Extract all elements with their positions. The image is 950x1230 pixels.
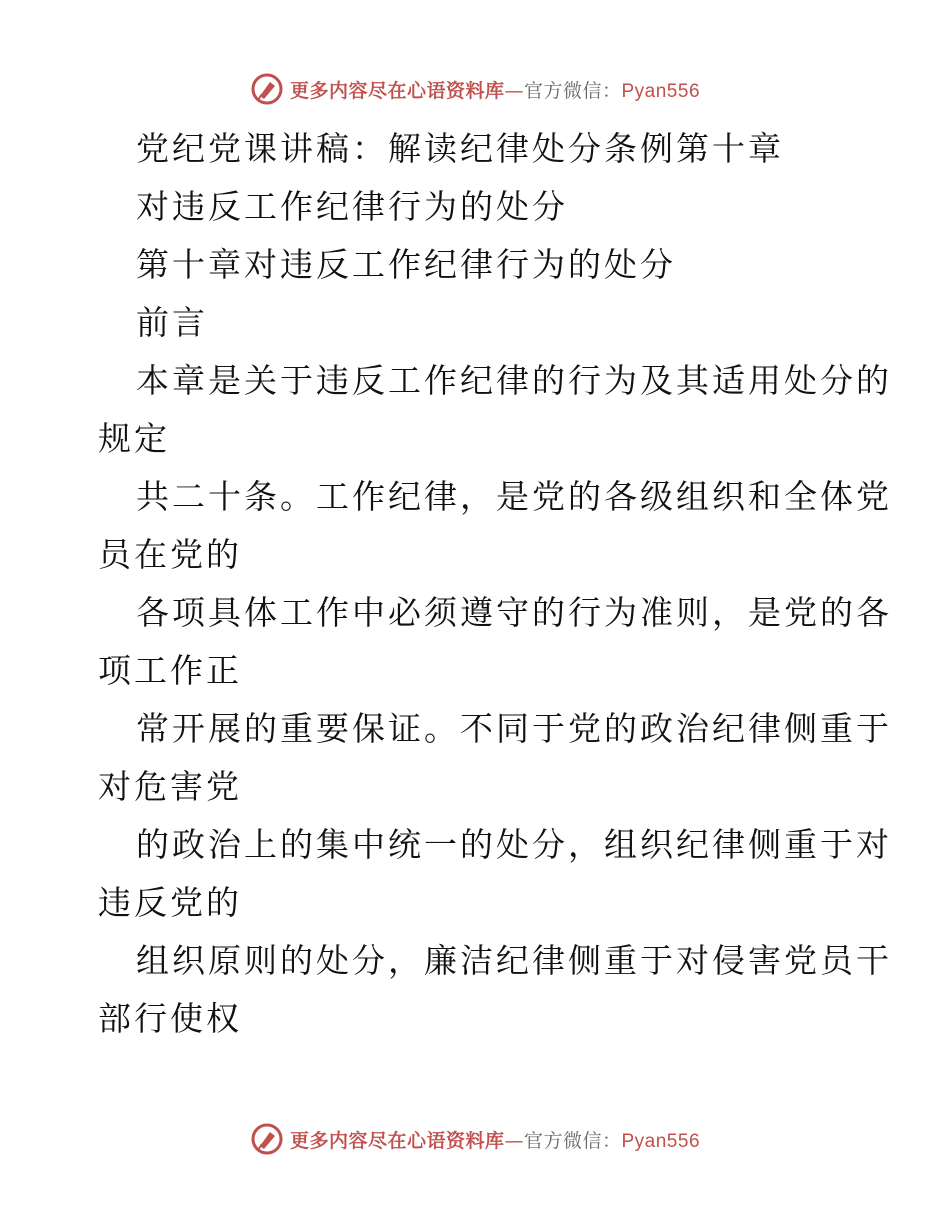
paragraph-line: 的政治上的集中统一的处分，组织纪律侧重于对 bbox=[136, 825, 892, 864]
watermark-separator: — bbox=[504, 79, 524, 102]
pen-nib-logo-icon bbox=[250, 72, 284, 106]
paragraph-line: 常开展的重要保证。不同于党的政治纪律侧重于 bbox=[136, 709, 892, 748]
watermark-brand: 更多内容尽在心语资料库 bbox=[289, 79, 505, 102]
watermark-text bbox=[290, 76, 700, 103]
pen-nib-logo-icon bbox=[250, 1122, 284, 1156]
paragraph-line: 共二十条。工作纪律，是党的各级组织和全体党 bbox=[136, 477, 892, 516]
paragraph-line: 本章是关于违反工作纪律的行为及其适用处分的 bbox=[136, 361, 892, 400]
doc-title-line-1: 党纪党课讲稿：解读纪律处分条例第十章 bbox=[136, 129, 784, 168]
watermark-official: 官方微信： bbox=[523, 79, 622, 102]
paragraph-line: 各项具体工作中必须遵守的行为准则，是党的各 bbox=[136, 593, 892, 632]
paragraph-line: 组织原则的处分，廉洁纪律侧重于对侵害党员干 bbox=[136, 941, 892, 980]
watermark-id: Pyan556 bbox=[621, 80, 701, 102]
watermark-separator: — bbox=[504, 1129, 524, 1152]
paragraph-line: 对危害党 bbox=[98, 767, 242, 806]
watermark-id: Pyan556 bbox=[621, 1130, 701, 1152]
section-heading-preface: 前言 bbox=[136, 303, 208, 342]
watermark-text bbox=[290, 1126, 700, 1153]
paragraph-line: 项工作正 bbox=[98, 651, 242, 690]
doc-title-line-2: 对违反工作纪律行为的处分 bbox=[136, 187, 568, 226]
paragraph-line: 部行使权 bbox=[98, 999, 242, 1038]
header-watermark bbox=[0, 72, 950, 106]
document-body bbox=[98, 120, 892, 1048]
chapter-heading: 第十章对违反工作纪律行为的处分 bbox=[136, 245, 676, 284]
paragraph-line: 违反党的 bbox=[98, 883, 242, 922]
paragraph-line: 规定 bbox=[98, 419, 170, 458]
watermark-official: 官方微信： bbox=[523, 1129, 622, 1152]
footer-watermark bbox=[0, 1122, 950, 1156]
watermark-brand: 更多内容尽在心语资料库 bbox=[289, 1129, 505, 1152]
paragraph-line: 员在党的 bbox=[98, 535, 242, 574]
